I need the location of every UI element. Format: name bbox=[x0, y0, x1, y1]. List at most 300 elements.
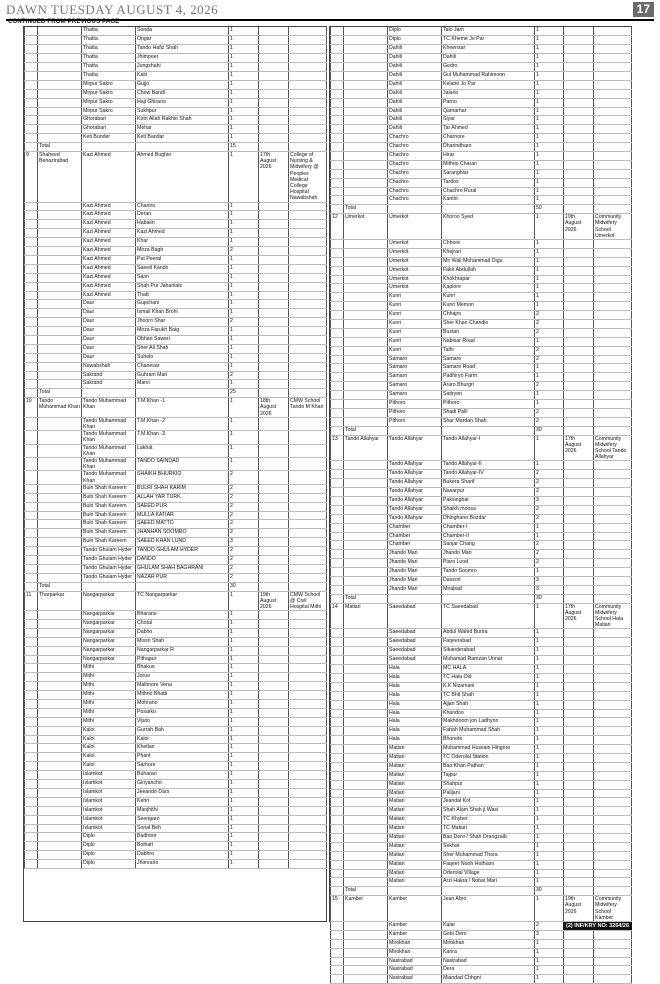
serial-cell bbox=[331, 780, 344, 789]
taluka-cell: Nangarparkar bbox=[82, 591, 136, 611]
union-council-cell: MULLA KATIAR bbox=[136, 511, 229, 520]
district-cell bbox=[38, 220, 82, 229]
date-cell bbox=[564, 302, 594, 311]
union-council-cell: Samaro bbox=[442, 355, 535, 364]
table-row bbox=[331, 266, 632, 275]
district-cell bbox=[344, 948, 388, 957]
taluka-cell: Kazi Ahmed bbox=[82, 255, 136, 264]
taluka-cell: Nangarparkar bbox=[82, 637, 136, 646]
venue-cell bbox=[289, 98, 327, 107]
seats-cell: 1 bbox=[535, 833, 564, 842]
district-cell bbox=[38, 511, 82, 520]
venue-cell bbox=[594, 682, 632, 691]
venue-cell bbox=[594, 532, 632, 541]
seats-cell: 2 bbox=[229, 371, 259, 380]
date-cell bbox=[259, 582, 289, 591]
venue-cell bbox=[594, 745, 632, 754]
taluka-cell: Jhando Mari bbox=[388, 550, 442, 559]
table-row bbox=[25, 371, 327, 380]
newspaper-dateline: DAWN TUESDAY AUGUST 4, 2026 bbox=[6, 2, 219, 17]
serial-cell bbox=[331, 302, 344, 311]
venue-cell bbox=[594, 496, 632, 505]
table-row bbox=[331, 27, 632, 36]
table-row bbox=[25, 780, 327, 789]
seats-cell: 1 bbox=[535, 275, 564, 284]
district-cell bbox=[344, 673, 388, 682]
seats-cell: 1 bbox=[229, 673, 259, 682]
venue-cell bbox=[289, 851, 327, 860]
serial-cell bbox=[25, 735, 38, 744]
serial-cell bbox=[25, 80, 38, 89]
district-cell bbox=[344, 417, 388, 426]
union-council-cell: Paksinghar bbox=[442, 496, 535, 505]
date-cell bbox=[564, 523, 594, 532]
union-council-cell: NAZAR PUR bbox=[136, 573, 229, 582]
seats-cell: 2 bbox=[535, 470, 564, 479]
table-row bbox=[331, 939, 632, 948]
district-cell bbox=[38, 628, 82, 637]
union-council-cell: Sikanderabad bbox=[442, 647, 535, 656]
taluka-cell: Thatta bbox=[82, 71, 136, 80]
date-cell bbox=[564, 816, 594, 825]
venue-cell bbox=[594, 523, 632, 532]
taluka-cell: Hala bbox=[388, 709, 442, 718]
date-cell bbox=[259, 529, 289, 538]
date-cell bbox=[564, 878, 594, 887]
seats-cell: 2 bbox=[229, 502, 259, 511]
seats-cell: 1 bbox=[229, 762, 259, 771]
table-row bbox=[331, 382, 632, 391]
date-cell bbox=[259, 564, 289, 573]
union-council-cell: Sher Ali Shah bbox=[136, 344, 229, 353]
union-council-cell: Khejrari bbox=[442, 248, 535, 257]
seats-cell: 2 bbox=[535, 922, 564, 931]
table-row bbox=[25, 362, 327, 371]
table-row bbox=[331, 869, 632, 878]
venue-cell bbox=[289, 125, 327, 134]
taluka-cell: Samaro bbox=[388, 355, 442, 364]
date-cell bbox=[259, 511, 289, 520]
venue-cell bbox=[289, 547, 327, 556]
serial-cell bbox=[25, 211, 38, 220]
seats-cell: 2 bbox=[229, 318, 259, 327]
serial-cell bbox=[25, 682, 38, 691]
venue-cell bbox=[594, 196, 632, 205]
serial-cell bbox=[331, 860, 344, 869]
table-row bbox=[331, 143, 632, 152]
taluka-cell: Dahili bbox=[388, 54, 442, 63]
date-cell bbox=[564, 709, 594, 718]
taluka-cell: Dahili bbox=[388, 80, 442, 89]
venue-cell bbox=[289, 211, 327, 220]
venue-cell bbox=[289, 484, 327, 493]
date-cell bbox=[259, 125, 289, 134]
union-council-cell: Chhore bbox=[442, 240, 535, 249]
district-cell bbox=[38, 273, 82, 282]
district-cell: Total bbox=[344, 594, 388, 603]
table-row bbox=[331, 550, 632, 559]
seats-cell: 3 bbox=[229, 538, 259, 547]
taluka-cell bbox=[82, 582, 136, 591]
seats-cell: 2 bbox=[535, 346, 564, 355]
table-row bbox=[331, 417, 632, 426]
union-council-cell: Khokhrapar bbox=[442, 275, 535, 284]
seats-cell: 2 bbox=[535, 505, 564, 514]
taluka-cell: Ghorabari bbox=[82, 125, 136, 134]
venue-cell bbox=[594, 771, 632, 780]
table-row bbox=[331, 825, 632, 834]
table-row bbox=[25, 520, 327, 529]
venue-cell bbox=[594, 125, 632, 134]
seats-cell: 1 bbox=[535, 187, 564, 196]
table-row bbox=[331, 98, 632, 107]
date-cell bbox=[564, 585, 594, 594]
union-council-cell: Sonal Beh bbox=[136, 824, 229, 833]
table-row bbox=[331, 647, 632, 656]
seats-cell: 2 bbox=[535, 328, 564, 337]
date-cell bbox=[564, 807, 594, 816]
seats-cell: 2 bbox=[535, 559, 564, 568]
district-cell bbox=[344, 98, 388, 107]
district-cell bbox=[344, 825, 388, 834]
date-cell bbox=[564, 143, 594, 152]
date-cell bbox=[259, 291, 289, 300]
seats-cell: 1 bbox=[535, 700, 564, 709]
taluka-cell: Kunri bbox=[388, 302, 442, 311]
venue-cell bbox=[594, 860, 632, 869]
table-row bbox=[25, 238, 327, 247]
seats-cell: 1 bbox=[535, 629, 564, 638]
venue-cell bbox=[289, 611, 327, 620]
table-row bbox=[331, 860, 632, 869]
venue-cell bbox=[289, 797, 327, 806]
table-row bbox=[331, 975, 632, 984]
district-cell bbox=[344, 408, 388, 417]
union-council-cell: Shaikh moosa bbox=[442, 505, 535, 514]
date-cell: 17th August 2026 bbox=[564, 435, 594, 461]
serial-cell bbox=[25, 708, 38, 717]
ad-reference: (2) INF/KRY NO: 3264/26 bbox=[563, 922, 632, 930]
serial-cell bbox=[331, 948, 344, 957]
taluka-cell bbox=[388, 887, 442, 896]
district-cell: Shaheed Benazirabad bbox=[38, 151, 82, 202]
table-row bbox=[25, 71, 327, 80]
district-cell bbox=[38, 788, 82, 797]
table-row bbox=[25, 264, 327, 273]
date-cell bbox=[564, 355, 594, 364]
table-row bbox=[331, 523, 632, 532]
union-council-cell: Dera bbox=[442, 966, 535, 975]
date-cell bbox=[564, 248, 594, 257]
taluka-cell: Pithoro bbox=[388, 417, 442, 426]
venue-cell bbox=[594, 709, 632, 718]
union-council-cell: Nasarpur bbox=[442, 488, 535, 497]
seats-cell: 2 bbox=[535, 382, 564, 391]
district-cell bbox=[38, 353, 82, 362]
serial-cell bbox=[25, 511, 38, 520]
seats-cell: 1 bbox=[229, 637, 259, 646]
seats-cell: 1 bbox=[535, 691, 564, 700]
serial-cell bbox=[25, 726, 38, 735]
seats-cell: 1 bbox=[229, 700, 259, 709]
union-council-cell: Saeed Kando bbox=[136, 264, 229, 273]
table-row bbox=[331, 930, 632, 939]
date-cell bbox=[564, 116, 594, 125]
taluka-cell: Tando Muhammad Khan bbox=[82, 458, 136, 471]
serial-cell bbox=[331, 266, 344, 275]
serial-cell bbox=[331, 550, 344, 559]
table-row bbox=[331, 257, 632, 266]
district-cell bbox=[38, 238, 82, 247]
taluka-cell: Matiari bbox=[388, 771, 442, 780]
table-row bbox=[25, 511, 327, 520]
taluka-cell: Chachro bbox=[388, 196, 442, 205]
taluka-cell: Chachro bbox=[388, 169, 442, 178]
district-cell bbox=[344, 665, 388, 674]
union-council-cell: Giriyancho bbox=[136, 780, 229, 789]
seats-cell: 1 bbox=[535, 107, 564, 116]
table-row bbox=[331, 355, 632, 364]
date-cell: 18th August 2026 bbox=[259, 398, 289, 418]
district-cell: Tando Muhammad Khan bbox=[38, 398, 82, 418]
venue-cell bbox=[289, 291, 327, 300]
taluka-cell: Nangarparkar bbox=[82, 611, 136, 620]
date-cell bbox=[564, 364, 594, 373]
table-row bbox=[25, 273, 327, 282]
table-row bbox=[331, 169, 632, 178]
taluka-cell: Nasirabad bbox=[388, 975, 442, 984]
serial-cell bbox=[25, 564, 38, 573]
seats-cell: 1 bbox=[229, 431, 259, 444]
seats-cell: 1 bbox=[535, 337, 564, 346]
seats-cell: 1 bbox=[535, 45, 564, 54]
taluka-cell: Kazi Ahmed bbox=[82, 151, 136, 202]
date-cell bbox=[259, 797, 289, 806]
district-cell: Umerkot bbox=[344, 214, 388, 240]
table-row bbox=[25, 620, 327, 629]
venue-cell bbox=[594, 842, 632, 851]
seats-cell: 1 bbox=[535, 125, 564, 134]
serial-cell bbox=[331, 373, 344, 382]
district-cell bbox=[38, 547, 82, 556]
seats-cell: 1 bbox=[229, 380, 259, 389]
union-council-cell: Talhi bbox=[442, 346, 535, 355]
venue-cell bbox=[594, 736, 632, 745]
venue-cell bbox=[594, 151, 632, 160]
table-row bbox=[331, 948, 632, 957]
date-cell bbox=[259, 842, 289, 851]
serial-cell bbox=[25, 691, 38, 700]
table-row bbox=[25, 431, 327, 444]
date-cell bbox=[564, 178, 594, 187]
table-row bbox=[331, 196, 632, 205]
venue-cell bbox=[594, 975, 632, 984]
serial-cell bbox=[25, 309, 38, 318]
table-row bbox=[331, 514, 632, 523]
taluka-cell: Chachro bbox=[388, 187, 442, 196]
district-cell bbox=[344, 143, 388, 152]
venue-cell: Community Midwifery School Umerkot bbox=[594, 214, 632, 240]
venue-cell bbox=[289, 824, 327, 833]
seats-cell: 1 bbox=[229, 238, 259, 247]
date-cell bbox=[564, 700, 594, 709]
venue-cell bbox=[289, 264, 327, 273]
date-cell bbox=[259, 815, 289, 824]
district-cell bbox=[38, 771, 82, 780]
seats-cell: 3 bbox=[535, 496, 564, 505]
serial-cell bbox=[331, 80, 344, 89]
table-row bbox=[331, 957, 632, 966]
date-cell bbox=[564, 930, 594, 939]
venue-cell bbox=[594, 337, 632, 346]
date-cell bbox=[259, 547, 289, 556]
union-council-cell: Lakhat bbox=[136, 444, 229, 457]
district-cell bbox=[344, 957, 388, 966]
venue-cell bbox=[594, 638, 632, 647]
date-cell bbox=[564, 151, 594, 160]
date-cell bbox=[259, 273, 289, 282]
serial-cell bbox=[331, 816, 344, 825]
table-row bbox=[25, 134, 327, 143]
district-cell bbox=[344, 107, 388, 116]
union-council-cell: Mithrio Bhatti bbox=[136, 691, 229, 700]
serial-cell bbox=[25, 611, 38, 620]
district-cell bbox=[38, 125, 82, 134]
seats-cell: 1 bbox=[229, 417, 259, 430]
venue-cell bbox=[594, 851, 632, 860]
date-cell bbox=[564, 966, 594, 975]
union-council-cell: Ismail Khan Brohi bbox=[136, 309, 229, 318]
date-cell bbox=[564, 373, 594, 382]
union-council-cell: Kaloi bbox=[136, 735, 229, 744]
serial-cell bbox=[25, 71, 38, 80]
date-cell bbox=[564, 568, 594, 577]
date-cell bbox=[564, 187, 594, 196]
taluka-cell: Tando Muhammad Khan bbox=[82, 417, 136, 430]
serial-cell bbox=[331, 45, 344, 54]
date-cell bbox=[564, 36, 594, 45]
district-cell bbox=[344, 479, 388, 488]
seats-cell: 1 bbox=[229, 362, 259, 371]
venue-cell bbox=[289, 538, 327, 547]
taluka-cell: Kazi Ahmed bbox=[82, 282, 136, 291]
venue-cell bbox=[289, 300, 327, 309]
date-cell bbox=[259, 833, 289, 842]
taluka-cell: Kaloi bbox=[82, 744, 136, 753]
date-cell bbox=[564, 45, 594, 54]
taluka-cell: Daur bbox=[82, 344, 136, 353]
taluka-cell: Matiari bbox=[388, 745, 442, 754]
union-council-cell: Muhammad Hussain Hingoro bbox=[442, 745, 535, 754]
taluka-cell: Diplo bbox=[82, 833, 136, 842]
serial-cell bbox=[331, 205, 344, 214]
taluka-cell: Umerkot bbox=[388, 266, 442, 275]
serial-cell: 15 bbox=[331, 896, 344, 922]
taluka-cell: Thatta bbox=[82, 45, 136, 54]
date-cell bbox=[564, 948, 594, 957]
union-council-cell: Parno bbox=[442, 98, 535, 107]
table-row bbox=[331, 89, 632, 98]
table-row bbox=[331, 151, 632, 160]
serial-cell bbox=[25, 143, 38, 152]
venue-cell bbox=[594, 160, 632, 169]
seats-cell: 1 bbox=[229, 309, 259, 318]
venue-cell bbox=[594, 373, 632, 382]
serial-cell bbox=[331, 594, 344, 603]
serial-cell bbox=[25, 620, 38, 629]
seats-cell: 1 bbox=[229, 691, 259, 700]
district-cell bbox=[38, 717, 82, 726]
serial-cell bbox=[331, 496, 344, 505]
date-cell bbox=[564, 665, 594, 674]
taluka-cell bbox=[82, 389, 136, 398]
date-cell bbox=[259, 726, 289, 735]
serial-cell bbox=[25, 637, 38, 646]
table-row bbox=[331, 116, 632, 125]
district-cell bbox=[344, 727, 388, 736]
date-cell bbox=[259, 335, 289, 344]
seats-cell: 1 bbox=[535, 603, 564, 629]
district-cell bbox=[344, 878, 388, 887]
district-cell bbox=[38, 762, 82, 771]
venue-cell: Community Midwifery School Kamber bbox=[594, 896, 632, 922]
venue-cell bbox=[594, 293, 632, 302]
table-row bbox=[331, 214, 632, 240]
table-row bbox=[25, 318, 327, 327]
date-cell bbox=[259, 788, 289, 797]
union-council-cell: GHULAM SHAH BAGHRANI bbox=[136, 564, 229, 573]
serial-cell bbox=[331, 559, 344, 568]
date-cell bbox=[564, 134, 594, 143]
taluka-cell: Thatta bbox=[82, 54, 136, 63]
taluka-cell: Diplo bbox=[82, 860, 136, 869]
venue-cell bbox=[289, 762, 327, 771]
table-row bbox=[331, 718, 632, 727]
seats-cell: 1 bbox=[535, 248, 564, 257]
union-council-cell: T.M.Khan -1 bbox=[136, 398, 229, 418]
seats-cell: 1 bbox=[535, 302, 564, 311]
venue-cell bbox=[594, 505, 632, 514]
serial-cell bbox=[331, 470, 344, 479]
taluka-cell: Kaloi bbox=[82, 735, 136, 744]
table-row bbox=[331, 807, 632, 816]
date-cell bbox=[564, 80, 594, 89]
union-council-cell: TC Matiari bbox=[442, 825, 535, 834]
venue-cell bbox=[289, 63, 327, 72]
district-cell bbox=[38, 682, 82, 691]
union-council-cell: Kheensar bbox=[442, 45, 535, 54]
serial-cell bbox=[331, 107, 344, 116]
seats-cell: 2 bbox=[535, 311, 564, 320]
seats-cell: 1 bbox=[229, 620, 259, 629]
date-cell bbox=[259, 238, 289, 247]
table-row bbox=[25, 700, 327, 709]
district-cell bbox=[38, 700, 82, 709]
union-council-cell: Pithapur bbox=[136, 655, 229, 664]
union-council-cell: Bustan bbox=[442, 328, 535, 337]
union-council-cell: Sekhat bbox=[442, 842, 535, 851]
union-council-cell: Fattah Muhammad Shah bbox=[442, 727, 535, 736]
union-council-cell: Siyar bbox=[442, 116, 535, 125]
taluka-cell: Dahili bbox=[388, 71, 442, 80]
serial-cell bbox=[331, 134, 344, 143]
union-council-cell: Fakir Abdullah bbox=[442, 266, 535, 275]
date-cell bbox=[259, 493, 289, 502]
table-row bbox=[331, 745, 632, 754]
district-cell bbox=[344, 629, 388, 638]
venue-cell bbox=[594, 98, 632, 107]
venue-cell bbox=[289, 36, 327, 45]
